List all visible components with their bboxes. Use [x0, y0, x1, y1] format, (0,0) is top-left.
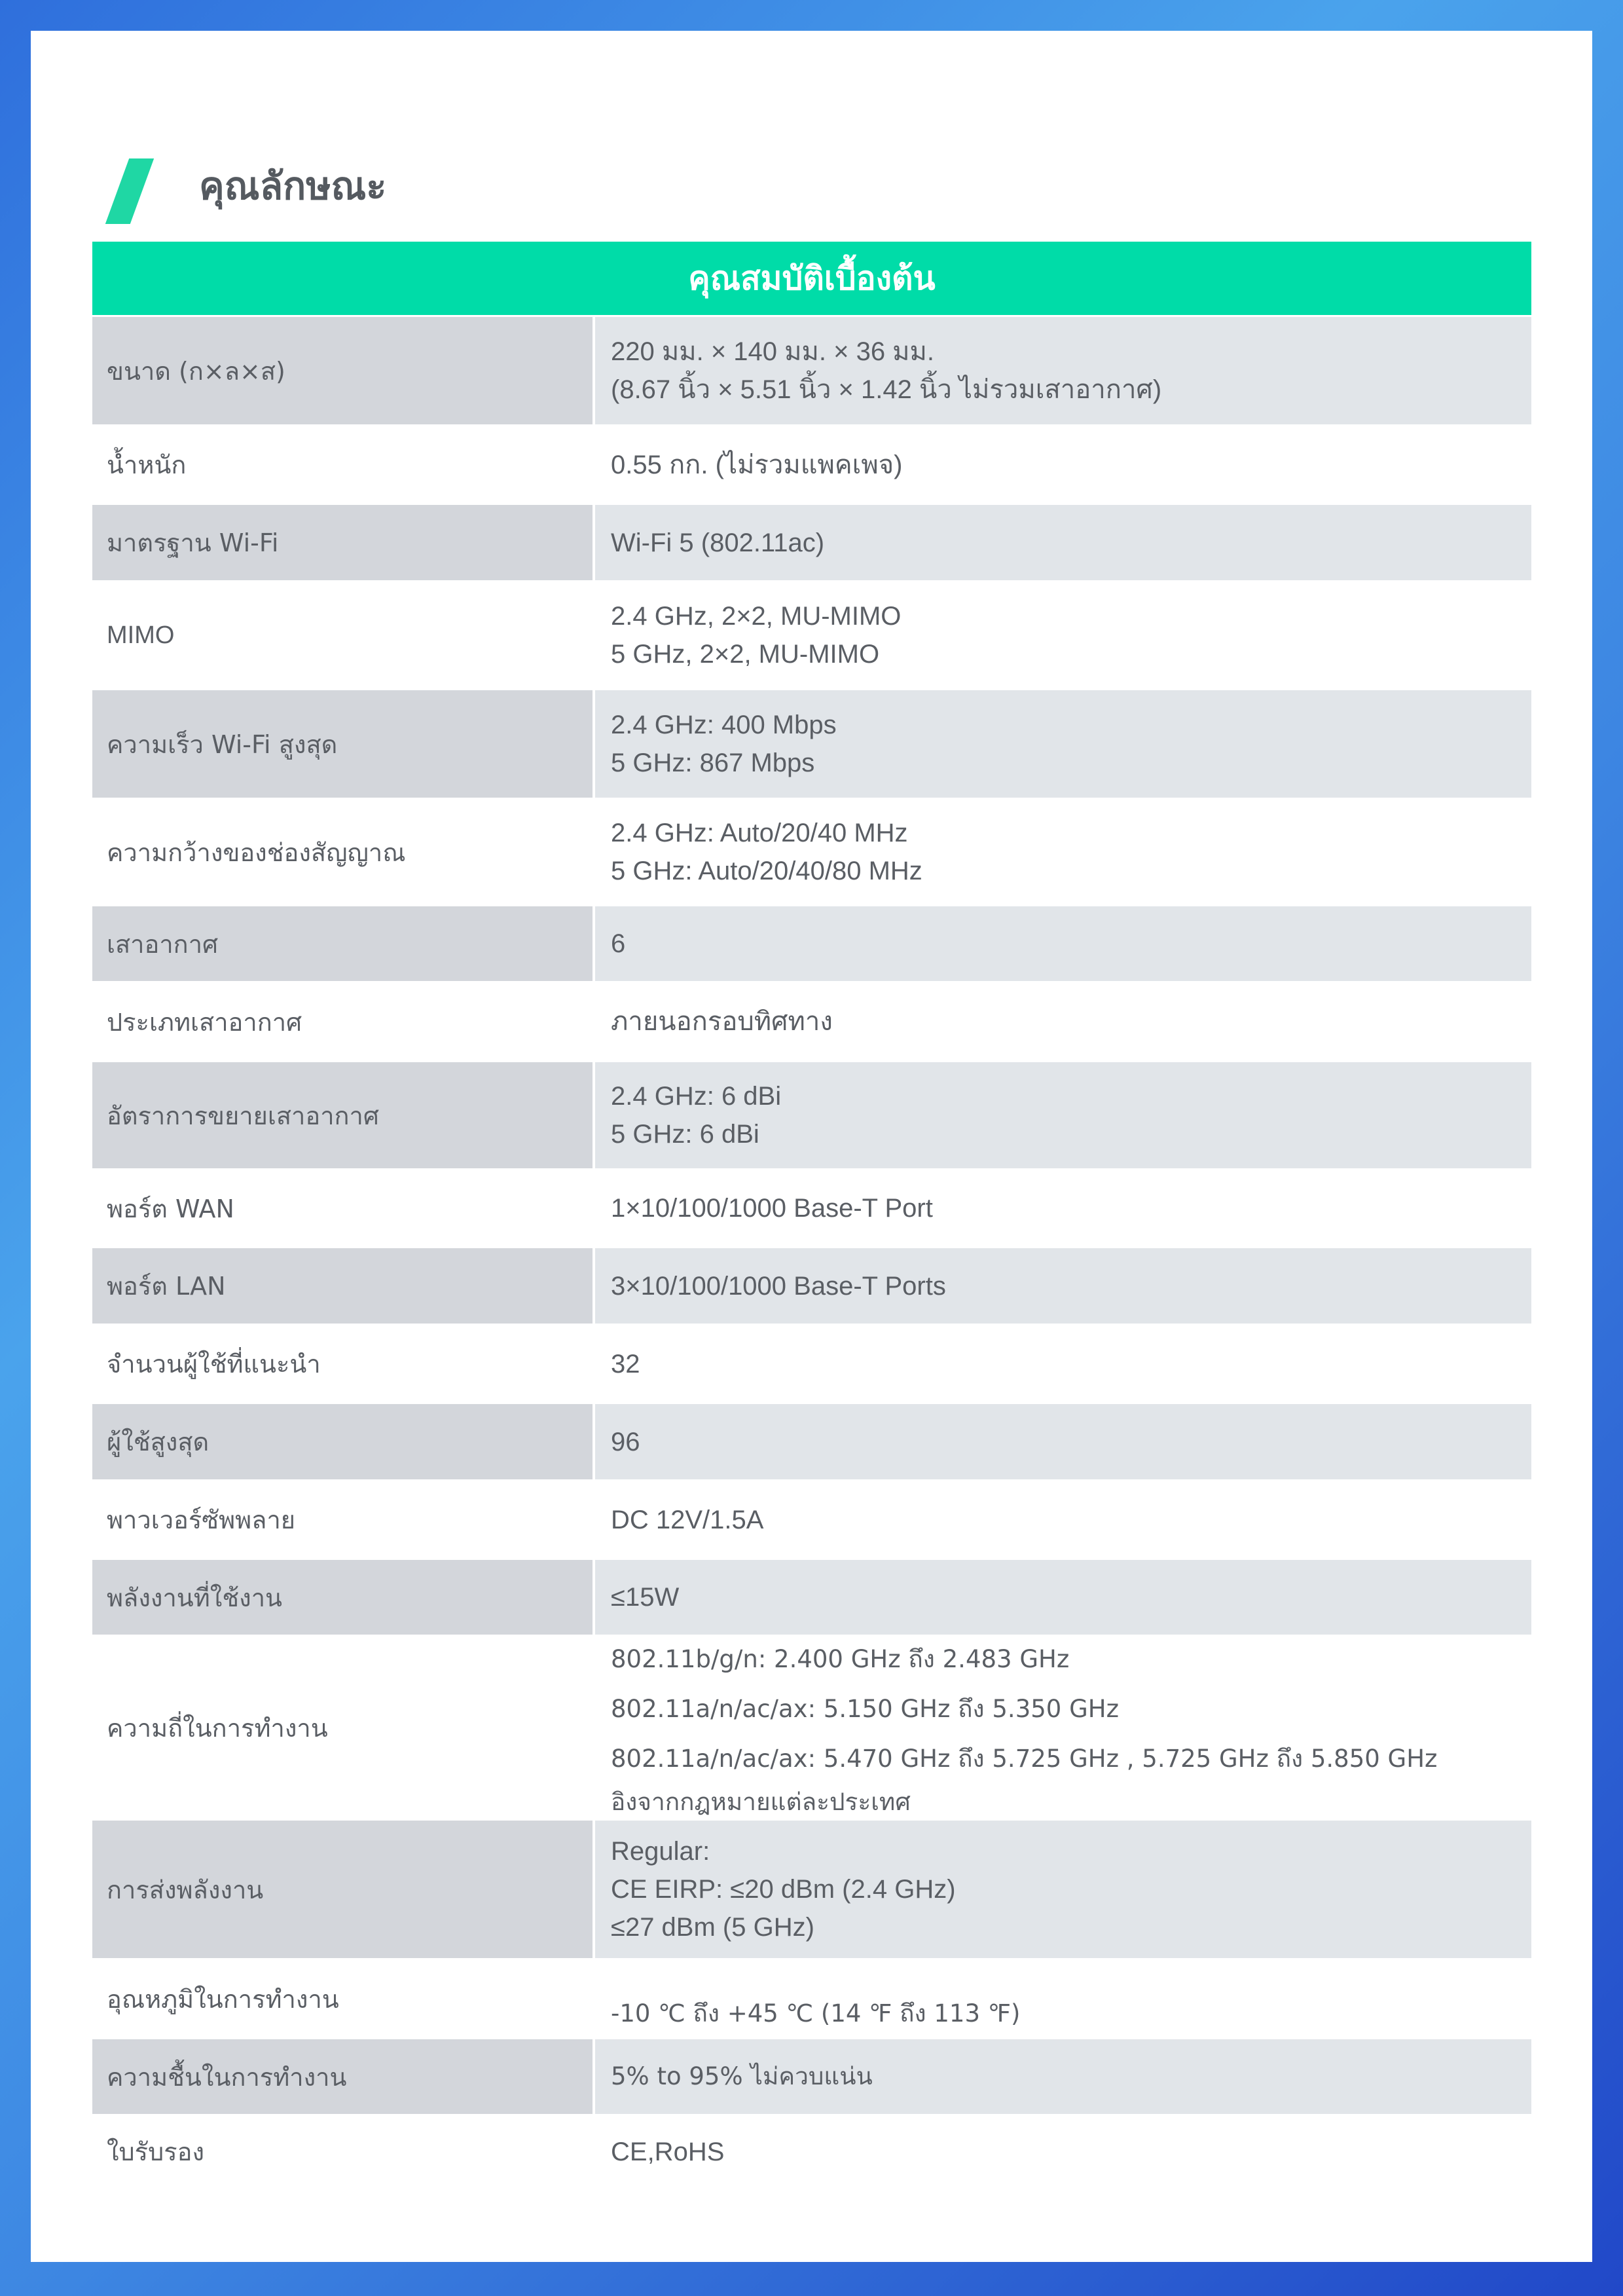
- spec-label: อุณหภูมิในการทำงาน: [107, 1984, 339, 2014]
- spec-row-max-users: [92, 1404, 1531, 1479]
- spec-value: [595, 1168, 1531, 1248]
- spec-value-line: 2.4 GHz, 2×2, MU-MIMO: [611, 602, 902, 631]
- table-title: คุณสมบัติเบื้องต้น: [92, 242, 1531, 315]
- spec-value: [595, 1324, 1531, 1404]
- spec-label: ความกว้างของช่องสัญญาณ: [107, 838, 406, 867]
- spec-value-line: 5% to 95% ไม่ควบแน่น: [611, 2062, 873, 2090]
- spec-label: การส่งพลังงาน: [92, 1821, 593, 1958]
- spec-row-operating-frequency: [92, 1635, 1531, 1821]
- spec-label: ขนาด (ก×ล×ส): [92, 317, 593, 424]
- spec-label: พอร์ต WAN: [107, 1194, 234, 1223]
- spec-value-line: (8.67 นิ้ว × 5.51 นิ้ว × 1.42 นิ้ว ไม่รวมเสาอากาศ): [611, 375, 1162, 404]
- spec-label: เสาอากาศ: [92, 906, 593, 981]
- spec-label: พลังงานที่ใช้งาน: [92, 1560, 593, 1635]
- spec-label: ความเร็ว Wi-Fi สูงสุด: [92, 690, 593, 798]
- spec-value-line: DC 12V/1.5A: [611, 1505, 764, 1534]
- spec-label: ความถี่ในการทำงาน: [107, 1713, 328, 1743]
- spec-row-dimensions: [92, 317, 1531, 424]
- spec-value-line: 802.11b/g/n: 2.400 GHz ถึง 2.483 GHz: [611, 1645, 1070, 1673]
- spec-value-line: 220 มม. × 140 มม. × 36 มม.: [611, 337, 935, 366]
- spec-row-antennas: [92, 906, 1531, 981]
- spec-label: พาวเวอร์ซัพพลาย: [107, 1506, 296, 1534]
- spec-row-certification: [92, 2114, 1531, 2189]
- spec-row-lan-port: [92, 1248, 1531, 1324]
- spec-value-line: 802.11a/n/ac/ax: 5.150 GHz ถึง 5.350 GHz: [611, 1695, 1119, 1723]
- spec-value-line: 32: [611, 1349, 640, 1379]
- spec-value-line: CE,RoHS: [611, 2137, 725, 2166]
- spec-label: MIMO: [107, 621, 175, 649]
- spec-row-max-speed: [92, 690, 1531, 798]
- spec-label: ใบรับรอง: [107, 2138, 204, 2166]
- spec-value-line: 2.4 GHz: 400 Mbps: [611, 711, 837, 739]
- spec-value-line: CE EIRP: ≤20 dBm (2.4 GHz): [611, 1875, 956, 1904]
- spec-value: [595, 1062, 1531, 1168]
- spec-value-line: Wi-Fi 5 (802.11ac): [611, 528, 825, 557]
- spec-value: [595, 1404, 1531, 1479]
- spec-value: [595, 1479, 1531, 1560]
- spec-label: อัตราการขยายเสาอากาศ: [92, 1062, 593, 1168]
- spec-row-power-consumption: [92, 1560, 1531, 1635]
- spec-value: [595, 2039, 1531, 2114]
- spec-value-line: 5 GHz: 867 Mbps: [611, 749, 815, 777]
- page-title: คุณลักษณะ: [199, 164, 387, 208]
- spec-label: ประเภทเสาอากาศ: [107, 1007, 302, 1037]
- spec-row-power-supply: [92, 1479, 1531, 1560]
- spec-value: [595, 580, 1531, 690]
- spec-value: [595, 317, 1531, 424]
- spec-row-recommended-users: [92, 1324, 1531, 1404]
- spec-value-line: 5 GHz: Auto/20/40/80 MHz: [611, 857, 922, 885]
- spec-label: พอร์ต LAN: [92, 1248, 593, 1324]
- spec-value: [595, 981, 1531, 1062]
- spec-value: [595, 505, 1531, 580]
- spec-value-line: 96: [611, 1427, 640, 1456]
- spec-label: ผู้ใช้สูงสุด: [92, 1404, 593, 1479]
- spec-label: ความชื้นในการทำงาน: [92, 2039, 593, 2114]
- spec-row-transmit-power: [92, 1821, 1531, 1958]
- spec-row-wan-port: [92, 1168, 1531, 1248]
- spec-value: [595, 1248, 1531, 1324]
- spec-value-line: 0.55 กก. (ไม่รวมแพคเพจ): [611, 450, 903, 479]
- spec-label: มาตรฐาน Wi-Fi: [92, 505, 593, 580]
- spec-value-line: ภายนอกรอบทิศทาง: [611, 1007, 833, 1036]
- spec-value-line: 6: [611, 929, 626, 958]
- slash-accent-icon: [105, 158, 154, 224]
- spec-row-wifi-standard: [92, 505, 1531, 580]
- spec-value: [595, 1821, 1531, 1958]
- spec-value-line: ≤15W: [611, 1583, 680, 1612]
- spec-value-line: 5 GHz: 6 dBi: [611, 1120, 759, 1149]
- spec-table: [92, 242, 1531, 2189]
- spec-value: [595, 424, 1531, 505]
- spec-row-operating-humidity: [92, 2039, 1531, 2114]
- spec-label: น้ำหนัก: [107, 451, 187, 479]
- spec-row-antenna-type: [92, 981, 1531, 1062]
- spec-value-line: 802.11a/n/ac/ax: 5.470 GHz ถึง 5.725 GHz , 5.725 GHz ถึง 5.850 GHz: [611, 1745, 1438, 1773]
- spec-label: จำนวนผู้ใช้ที่แนะนำ: [107, 1350, 321, 1379]
- spec-value-line: 1×10/100/1000 Base-T Port: [611, 1194, 933, 1223]
- spec-value: [595, 1560, 1531, 1635]
- spec-value: [595, 2114, 1531, 2189]
- spec-row-operating-temperature: [92, 1958, 1531, 2039]
- spec-value-line: Regular:: [611, 1837, 710, 1866]
- spec-row-channel-width: [92, 798, 1531, 906]
- spec-value: [595, 690, 1531, 798]
- spec-value: [595, 798, 1531, 906]
- spec-value-line: 3×10/100/1000 Base-T Ports: [611, 1271, 946, 1301]
- spec-value-line: 2.4 GHz: Auto/20/40 MHz: [611, 819, 908, 847]
- spec-value-line: 2.4 GHz: 6 dBi: [611, 1082, 782, 1111]
- spec-value-line: 5 GHz, 2×2, MU-MIMO: [611, 640, 880, 669]
- spec-value: [595, 906, 1531, 981]
- spec-value: [595, 1635, 1531, 1821]
- spec-row-weight: [92, 424, 1531, 505]
- spec-row-antenna-gain: [92, 1062, 1531, 1168]
- spec-row-mimo: [92, 580, 1531, 690]
- spec-sheet-card: [31, 31, 1592, 2262]
- spec-value-line: ≤27 dBm (5 GHz): [611, 1913, 814, 1942]
- spec-value-line: อิงจากกฎหมายแต่ละประเทศ: [611, 1788, 911, 1816]
- spec-value: [595, 1958, 1531, 2039]
- spec-value-line: -10 ℃ ถึง +45 ℃ (14 ℉ ถึง 113 ℉): [611, 1999, 1021, 2028]
